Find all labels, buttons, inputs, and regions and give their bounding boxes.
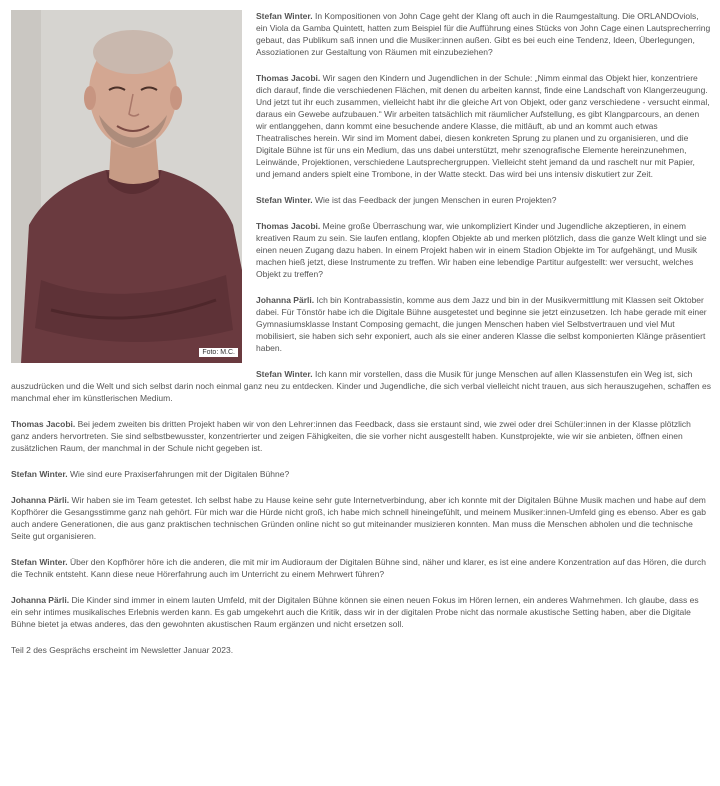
paragraph-text: Ich kann mir vorstellen, dass die Musik für junge Menschen auf allen Klassenstufen ein Weg ist, sich auszudrücken und die Welt und sich selbst darin noch einmal ganz neu zu entdecken. Kinder und Jugendliche, die sich verbal vielleicht nicht trauen, aus sich herauszugehen, schaffen es manchmal eher im künstlerischen Medium.	[11, 369, 711, 403]
paragraph-text: Über den Kopfhörer höre ich die anderen, die mit mir im Audioraum der Digitalen Bühne sind, näher und klarer, es ist eine andere Konzentration auf das Hören, die durch die Technik entsteht. Kann diese neue Hörerfahrung auch im Unterricht zu einem Mehrwert führen?	[11, 557, 706, 579]
paragraph-text: In Kompositionen von John Cage geht der Klang oft auch in die Raumgestaltung. Die ORLANDOviols, ein Viola da Gamba Quintett, hatten zum Beispiel für die Aufführung eines Stücks von John Cage einen Lautsprecherring gebaut, das Publikum saß innen und die Musiker:innen außen. Gibt es bei euch eine Tendenz, Ideen, Überlegungen, Assoziationen zur Gestaltung von Räumen mit einzubeziehen?	[256, 11, 711, 57]
paragraph-text: Wie sind eure Praxiserfahrungen mit der Digitalen Bühne?	[67, 469, 290, 479]
speaker-name: Johanna Pärli.	[11, 595, 70, 605]
interview-paragraph	[11, 494, 711, 542]
portrait-photo	[11, 10, 242, 363]
speaker-name: Johanna Pärli.	[256, 295, 315, 305]
speaker-name: Stefan Winter.	[11, 469, 68, 479]
interview-paragraph	[11, 368, 711, 404]
interview-paragraph	[11, 468, 711, 480]
footer-note: Teil 2 des Gesprächs erscheint im Newsletter Januar 2023.	[11, 645, 234, 655]
article	[11, 10, 711, 670]
speaker-name: Johanna Pärli.	[11, 495, 70, 505]
interview-paragraph	[11, 418, 711, 454]
paragraph-text: Wir haben sie im Team getestet. Ich selbst habe zu Hause keine sehr gute Internetverbindung, aber ich konnte mit der Digitalen Bühne Musik machen und habe auf dem Kopfhörer die Gesangsstimme ganz nah gehört. Für mich war die Hürde nicht groß, ich habe mich schnell hineingefühlt, und meinem Musiker:innen-Umfeld ging es ebenso. Aber es gab auch andere Generationen, die aus ganz praktischen technischen Gründen online nicht so gut miteinander musizieren konnten. Man muss die Menschen abholen und die technische Seite gut organisieren.	[11, 495, 707, 541]
portrait-illustration	[11, 10, 242, 363]
speaker-name: Thomas Jacobi.	[256, 73, 321, 83]
paragraph-text: Bei jedem zweiten bis dritten Projekt haben wir von den Lehrer:innen das Feedback, dass sie erstaunt sind, wie zwei oder drei Schüler:innen in der Klasse plötzlich ganz anders hervortreten. Sie sind selbstbewusster, konzentrierter und zeigen Fähigkeiten, die sie vorher nicht ausgestellt haben. Kunstprojekte, wie wir sie anbieten, öffnen einen zusätzlichen Raum, der manchmal in der Schule nicht gegeben ist.	[11, 419, 691, 453]
paragraph-text: Meine große Überraschung war, wie unkompliziert Kinder und Jugendliche akzeptieren, in einem kreativen Raum zu sein. Sie laufen entlang, klopfen Objekte ab und merken plötzlich, dass die ganze Welt klingt und sie einen neuen Zugang dazu haben. In einem Projekt haben wir in einem Stadion Objekte im Tor aufgehängt, und Musik machen hieß jetzt, diese Instrumente zu treffen. Wir haben eine lebendige Partitur aufgestellt: wer versucht, welches Objekt zu treffen?	[256, 221, 707, 279]
speaker-name: Stefan Winter.	[11, 557, 68, 567]
speaker-name: Stefan Winter.	[256, 195, 313, 205]
speaker-name: Stefan Winter.	[256, 11, 313, 21]
paragraph-text: Ich bin Kontrabassistin, komme aus dem Jazz und bin in der Musikvermittlung mit Klassen seit Oktober dabei. Für Tönstör habe ich die Digitale Bühne ausgetestet und beginne sie jetzt einzusetzen. Ich habe gerade mit einer Gymnasiumsklasse Instant Composing gemacht, die jungen Menschen haben viel Selbstvertrauen und viel Mut mobilisiert, sie haben sich sehr exponiert, auch als sie einer anderen Klasse die selbst komponierten Klänge präsentiert haben.	[256, 295, 707, 353]
photo-credit: Foto: M.C.	[199, 348, 238, 357]
paragraph-text: Wir sagen den Kindern und Jugendlichen in der Schule: „Nimm einmal das Objekt hier, konzentriere dich darauf, finde die verschiedenen Flächen, mit denen du arbeiten kannst, finde eine Landschaft von Klangerzeugung. Und jetzt tut ihr euch zusammen, vielleicht habt ihr die gleiche Art von Objekt, oder ganz verschiedene - versucht einmal, daraus ein Gewebe aufzubauen.“ Wir arbeiten tatsächlich mit räumlicher Aufstellung, es gibt Klangparcours, an denen wir entlanggehen, dann kommt eine besuchende andere Klasse, die mitläuft, ab und an kommt auch etwas Theatralisches herein. Wir sind im Moment dabei, diesen konkreten Sprung zu planen und zu organisieren, und die Digitale Bühne ist für uns ein Medium, das uns dabei unterstützt, mehr szenografische Elemente hereinzunehmen, Leinwände, Projektionen, verschiedene Lautsprechergruppen. Vielleicht steht jemand da und raschelt nur mit Papier, und jemand anders spielt eine Trombone, in der Watte steckt. Das wird bei uns intensiv diskutiert zur Zeit.	[256, 73, 710, 179]
paragraph-text: Wie ist das Feedback der jungen Menschen in euren Projekten?	[312, 195, 557, 205]
paragraph-text: Die Kinder sind immer in einem lauten Umfeld, mit der Digitalen Bühne können sie einen neuen Fokus im Hören lernen, ein anderes Wahrnehmen. Ich glaube, dass es ein sehr intimes musikalisches Erlebnis werden kann. Es gab umgekehrt auch die Kritik, dass wir in der digitalen Probe nicht das normale akustische Setting haben, aber die Digitale Bühne bietet ja etwas anderes, das den gewohnten akustischen Raum ergänzen und nicht ersetzen soll.	[11, 595, 699, 629]
speaker-name: Stefan Winter.	[256, 369, 313, 379]
speaker-name: Thomas Jacobi.	[256, 221, 321, 231]
speaker-name: Thomas Jacobi.	[11, 419, 76, 429]
interview-paragraph	[11, 556, 711, 580]
interview-paragraph	[11, 594, 711, 630]
